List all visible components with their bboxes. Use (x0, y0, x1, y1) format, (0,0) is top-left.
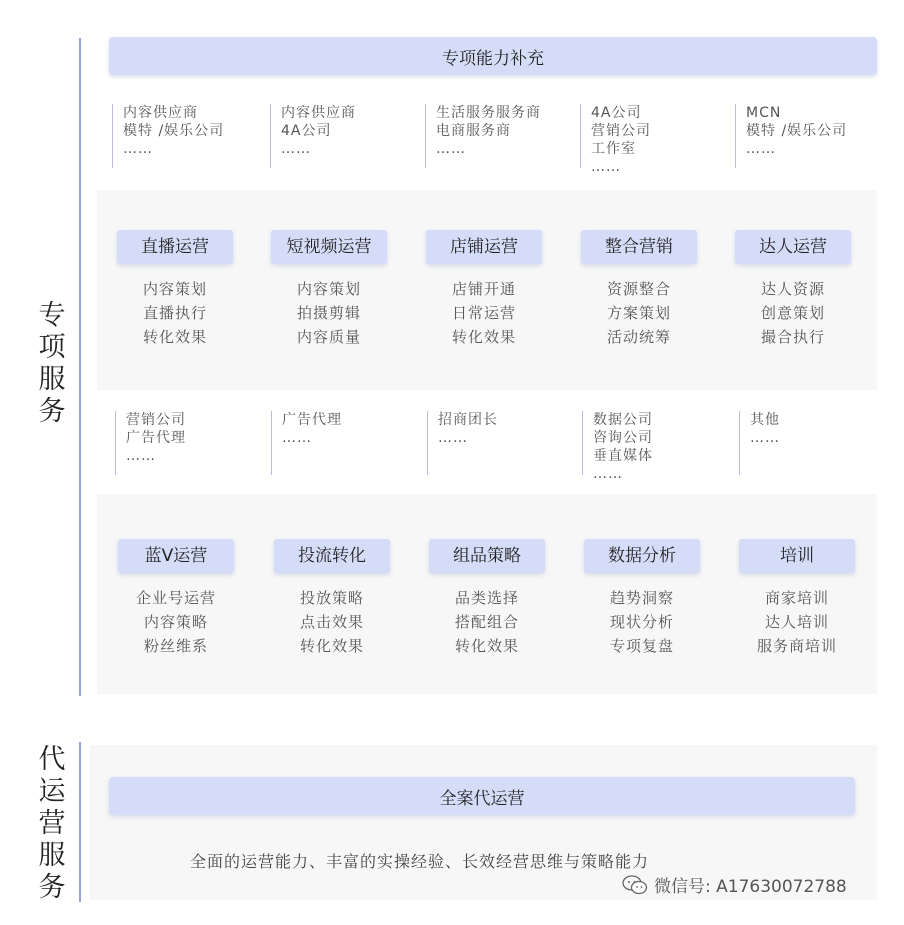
provider-line: …… (593, 466, 623, 482)
service-card (267, 230, 391, 349)
service-card-item: 内容策划 (142, 280, 207, 298)
service-card-item: 趋势洞察 (609, 589, 674, 607)
provider-line: 内容供应商 (281, 105, 356, 121)
service-card-title: 达人运营 (735, 230, 851, 264)
service-card-item: 品类选择 (454, 589, 519, 607)
service-card-item: 商家培训 (764, 589, 829, 607)
service-card-items (577, 277, 701, 349)
provider-group (582, 411, 733, 482)
provider-group (270, 104, 421, 168)
provider-line: 营销公司 (126, 412, 186, 428)
watermark-text: 微信号: A17630072788 (654, 877, 847, 897)
service-card-item: 专项复盘 (609, 637, 674, 655)
service-card-title: 培训 (739, 539, 855, 573)
agency-banner: 全案代运营 (109, 777, 855, 815)
service-card-item: 方案策划 (606, 304, 671, 322)
provider-line: 4A公司 (281, 123, 332, 139)
service-card-item: 达人培训 (764, 613, 829, 631)
service-card (270, 539, 394, 658)
provider-group (427, 411, 578, 475)
service-card-title: 组品策略 (429, 539, 545, 573)
provider-line: 模特 /娱乐公司 (746, 123, 848, 139)
provider-line: 4A公司 (591, 105, 642, 121)
service-card-item: 转化效果 (142, 328, 207, 346)
service-card-items (270, 586, 394, 658)
provider-line: MCN (746, 105, 782, 121)
watermark (622, 872, 847, 897)
agency-section-line (79, 742, 81, 902)
service-card-items (425, 586, 549, 658)
service-card-item: 活动统筹 (606, 328, 671, 346)
service-card-items (267, 277, 391, 349)
provider-line: 营销公司 (591, 123, 651, 139)
provider-line: …… (746, 141, 776, 157)
service-card (114, 539, 238, 658)
agency-section-label: 代运营服务 (38, 744, 66, 903)
service-card-item: 现状分析 (609, 613, 674, 631)
agency-description: 全面的运营能力、丰富的实操经验、长效经营思维与策略能力 (190, 852, 650, 871)
special-section-line (79, 38, 81, 696)
provider-group (115, 411, 266, 475)
provider-line: 数据公司 (593, 412, 653, 428)
provider-group (580, 104, 731, 175)
provider-line: …… (126, 448, 156, 464)
service-card-item: 搭配组合 (454, 613, 519, 631)
provider-group (735, 104, 886, 168)
service-card-item: 拍摄剪辑 (296, 304, 361, 322)
provider-line: …… (438, 430, 468, 446)
service-card-items (735, 586, 859, 658)
provider-line: 咨询公司 (593, 430, 653, 446)
service-card-title: 投流转化 (274, 539, 390, 573)
provider-line: 电商服务商 (436, 123, 511, 139)
service-card (577, 230, 701, 349)
provider-line: 其他 (750, 412, 780, 428)
provider-line: …… (436, 141, 466, 157)
provider-line: 工作室 (591, 141, 636, 157)
service-card-items (113, 277, 237, 349)
provider-line: …… (123, 141, 153, 157)
provider-line: 内容供应商 (123, 105, 198, 121)
provider-group (739, 411, 890, 475)
provider-line: 广告代理 (282, 412, 342, 428)
service-card-title: 店铺运营 (426, 230, 542, 264)
service-card-item: 达人资源 (760, 280, 825, 298)
service-card-item: 点击效果 (299, 613, 364, 631)
service-card-item: 日常运营 (451, 304, 516, 322)
provider-line: 垂直媒体 (593, 448, 653, 464)
service-card-item: 直播执行 (142, 304, 207, 322)
special-capability-banner: 专项能力补充 (109, 37, 877, 75)
service-card-items (731, 277, 855, 349)
provider-line: 模特 /娱乐公司 (123, 123, 225, 139)
service-card-item: 内容质量 (296, 328, 361, 346)
service-card-item: 内容策略 (143, 613, 208, 631)
service-card-title: 蓝V运营 (118, 539, 234, 573)
wechat-icon (622, 875, 648, 895)
provider-group (271, 411, 422, 475)
service-card-item: 撮合执行 (760, 328, 825, 346)
service-card-title: 数据分析 (584, 539, 700, 573)
service-card-item: 转化效果 (299, 637, 364, 655)
service-card-item: 店铺开通 (451, 280, 516, 298)
service-card-item: 服务商培训 (756, 637, 837, 655)
service-card-title: 直播运营 (117, 230, 233, 264)
service-card-item: 内容策划 (296, 280, 361, 298)
service-card-item: 投放策略 (299, 589, 364, 607)
service-card-item: 转化效果 (451, 328, 516, 346)
service-card (731, 230, 855, 349)
provider-line: …… (282, 430, 312, 446)
provider-line: …… (750, 430, 780, 446)
service-card-items (114, 586, 238, 658)
provider-line: 广告代理 (126, 430, 186, 446)
service-card-item: 粉丝维系 (143, 637, 208, 655)
service-card-items (580, 586, 704, 658)
provider-group (425, 104, 576, 168)
service-card-item: 转化效果 (454, 637, 519, 655)
service-card (425, 539, 549, 658)
service-card (113, 230, 237, 349)
service-card-items (422, 277, 546, 349)
service-card-item: 资源整合 (606, 280, 671, 298)
provider-group (112, 104, 263, 168)
service-card-item: 企业号运营 (135, 589, 216, 607)
service-card-title: 整合营销 (581, 230, 697, 264)
service-card (422, 230, 546, 349)
provider-line: …… (281, 141, 311, 157)
provider-line: 招商团长 (438, 412, 498, 428)
service-card-title: 短视频运营 (271, 230, 387, 264)
provider-line: …… (591, 159, 621, 175)
service-card-item: 创意策划 (760, 304, 825, 322)
provider-line: 生活服务服务商 (436, 105, 541, 121)
service-card (580, 539, 704, 658)
service-card (735, 539, 859, 658)
special-section-label: 专项服务 (38, 300, 66, 427)
